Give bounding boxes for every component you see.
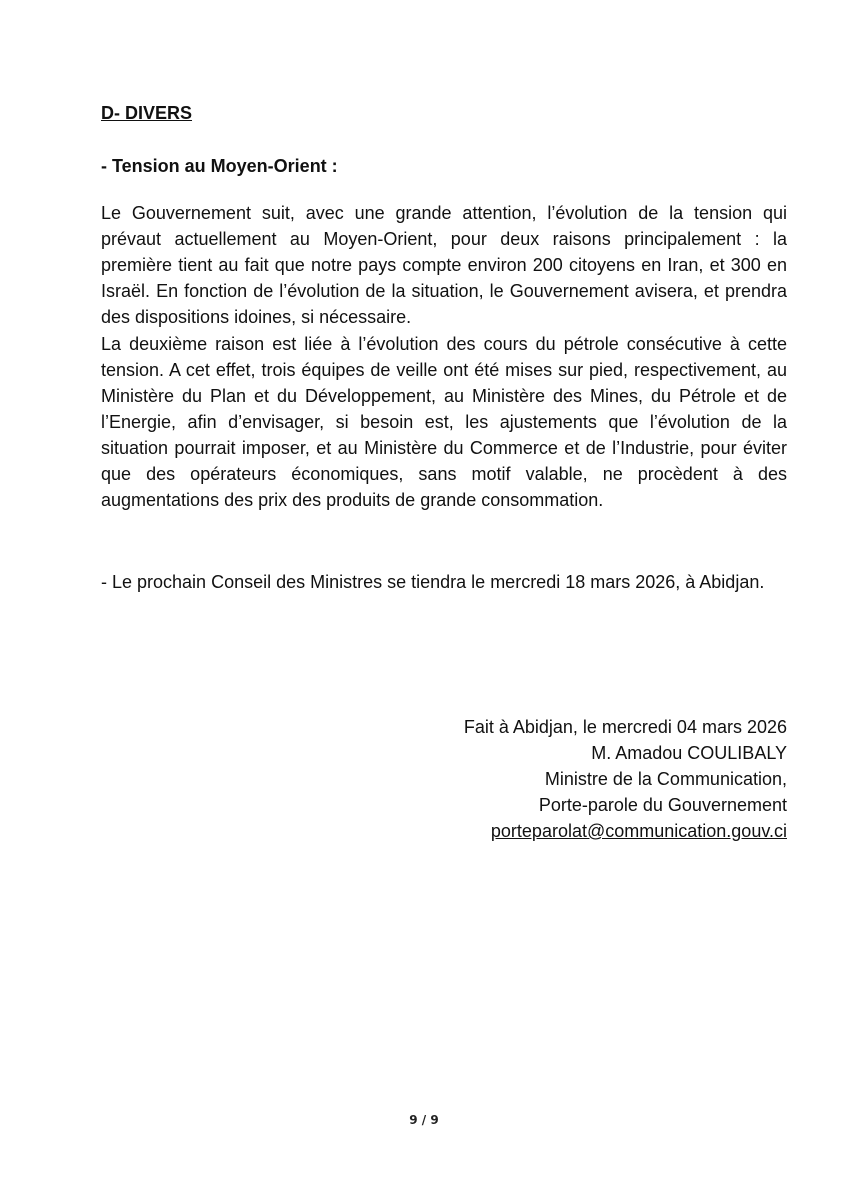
- paragraph: La deuxième raison est liée à l’évolution des cours du pétrole consécutive à cette tension. A cet effet, trois équipes de veille ont été mises sur pied, respectivement, au Ministère du Plan et du Développement, au Ministère des Mines, du Pétrole et de l’Energie, afin d’envisager, si besoin est, les ajustements que l’évolution de la situation pourrait imposer, et au Ministère du Commerce et de l’Industrie, pour éviter que des opérateurs économiques, sans motif valable, ne procèdent à des augmentations des prix des produits de grande consommation.: [101, 334, 787, 510]
- email-link[interactable]: porteparolat@communication.gouv.ci: [490, 821, 787, 841]
- signature-block: [464, 714, 787, 844]
- paragraph: Le Gouvernement suit, avec une grande attention, l’évolution de la tension qui prévaut actuellement au Moyen-Orient, pour deux raisons principalement : la première tient au fait que notre pays compte environ 200 citoyens en Iran, et 300 en Israël. En fonction de l’évolution de la situation, le Gouvernement avisera, et prendra des dispositions idoines, si nécessaire.: [101, 203, 787, 327]
- sub-heading: - Tension au Moyen-Orient :: [101, 156, 338, 176]
- paragraph: - Le prochain Conseil des Ministres se tiendra le mercredi 18 mars 2026, à Abidjan.: [101, 572, 765, 592]
- section-heading: D- DIVERS: [101, 103, 193, 123]
- place-date: Fait à Abidjan, le mercredi 04 mars 2026: [463, 717, 787, 737]
- page-number: 9 / 9: [409, 1113, 439, 1127]
- signatory-title: Porte-parole du Gouvernement: [538, 795, 787, 815]
- signatory-title: Ministre de la Communication,: [544, 769, 787, 789]
- signatory-name: M. Amadou COULIBALY: [591, 743, 787, 763]
